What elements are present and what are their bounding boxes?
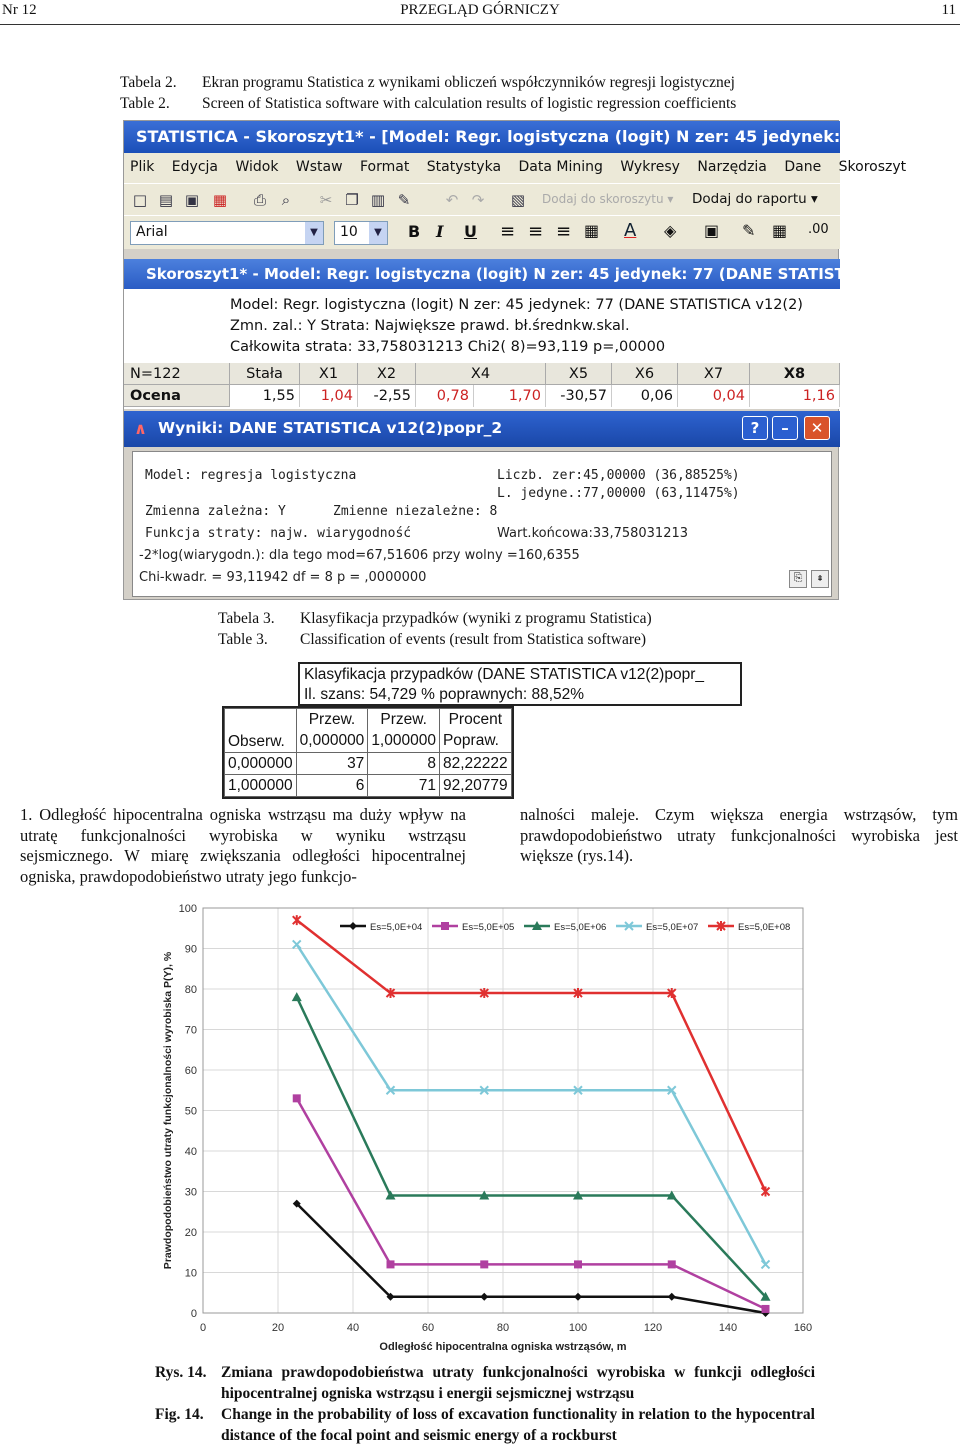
- data-point: [292, 992, 302, 1001]
- x-tick-label: 40: [346, 1322, 360, 1334]
- classification-grid: [222, 706, 514, 799]
- col-header-x4[interactable]: X4: [416, 363, 546, 385]
- add-to-report-button[interactable]: Dodaj do raportu ▾: [692, 191, 818, 207]
- row1-pct: 92,20779: [439, 775, 511, 797]
- cell-x2[interactable]: -2,55: [358, 385, 416, 407]
- fig14-text-en: Change in the probability of loss of excavation functionality in relation to the hypocentral distance of the focal point and seismic energy of a rockburst: [221, 1406, 815, 1444]
- data-point: [668, 1293, 676, 1301]
- cell-stala[interactable]: 1,55: [230, 385, 300, 407]
- data-point: [762, 1260, 770, 1268]
- print-preview-icon[interactable]: ⌕: [281, 191, 291, 209]
- figure-14-chart: [155, 900, 815, 1355]
- add-to-workbook-button[interactable]: Dodaj do skoroszytu ▾: [542, 192, 674, 206]
- menu-wstaw[interactable]: Wstaw: [295, 159, 343, 175]
- menu-dane[interactable]: Dane: [784, 159, 822, 175]
- result-ones: L. jedyne.:77,00000 (63,11475%): [497, 486, 740, 501]
- fig14-label-en: Fig. 14.: [155, 1406, 204, 1423]
- redo-icon[interactable]: ↷: [471, 191, 485, 209]
- report-icon[interactable]: ▧: [510, 191, 526, 209]
- chevron-down-icon: ▼: [369, 222, 387, 244]
- y-tick-label: 20: [184, 1227, 197, 1239]
- align-center-icon[interactable]: ≡: [528, 221, 544, 242]
- table2-label-en: Table 2.: [120, 95, 170, 112]
- results-panel: [132, 451, 832, 597]
- data-point: [349, 922, 357, 930]
- fill-color-icon[interactable]: ◈: [664, 221, 677, 240]
- font-name-select[interactable]: [130, 221, 324, 245]
- app-title-bar: STATISTICA - Skoroszyt1* - [Model: Regr. logistyczna (logit) N zer: 45 jedynek: 77 (DAN: [124, 121, 840, 153]
- fig14-text-pl: Zmiana prawdopodobieństwa utraty funkcjonalności wyrobiska w funkcji odległości hipocentralnej ogniska wstrząsu i energii sejsmicznej wstrząsu: [221, 1364, 815, 1402]
- row1-pred1: 71: [368, 775, 440, 797]
- table2-text-pl: Ekran programu Statistica z wynikami obliczeń współczynników regresji logistycznej: [202, 74, 735, 91]
- italic-icon[interactable]: I: [436, 222, 444, 241]
- header-pct-line1: Procent: [439, 709, 511, 731]
- x-tick-label: 140: [718, 1322, 738, 1334]
- result-model: Model: regresja logistyczna: [145, 468, 357, 483]
- body-text-right: nalności maleje. Czym większa energia wstrząsów, tym prawdopodobieństwo utraty funkcjonalności wyrobiska jest większe (rys.14).: [520, 805, 958, 865]
- print-icon[interactable]: ⎙: [253, 191, 266, 209]
- result-zeros: Liczb. zer:45,00000 (36,88525%): [497, 468, 740, 483]
- statistica-screenshot: [123, 120, 921, 600]
- classification-title-line2: Il. szans: 54,729 % poprawnych: 88,52%: [304, 686, 585, 703]
- data-point: [480, 1260, 488, 1268]
- menu-statystyka[interactable]: Statystyka: [426, 159, 502, 175]
- results-title-bar: [124, 411, 840, 447]
- table-row: [225, 753, 512, 775]
- results-title: Wyniki: DANE STATISTICA v12(2)popr_2: [158, 419, 503, 437]
- borders-icon[interactable]: ▣: [704, 221, 720, 240]
- format-painter-icon[interactable]: ✎: [397, 191, 411, 209]
- result-independent: Zmienne niezależne: 8: [333, 504, 498, 519]
- x-tick-label: 0: [199, 1322, 207, 1334]
- header-pred0-line2: 0,000000: [296, 731, 368, 753]
- col-header-x8[interactable]: X8: [750, 363, 840, 385]
- model-line-3: Całkowita strata: 33,758031213 Chi2( 8)=93,119 p=,00000: [230, 339, 666, 355]
- x-tick-label: 160: [793, 1322, 813, 1334]
- result-final-value: Wart.końcowa:33,758031213: [497, 526, 689, 541]
- y-tick-label: 40: [184, 1146, 197, 1158]
- paste-icon[interactable]: ▥: [370, 191, 386, 209]
- menu-edycja[interactable]: Edycja: [171, 159, 218, 175]
- table3-label-pl: Tabela 3.: [218, 610, 275, 627]
- row0-pct: 82,22222: [439, 753, 511, 775]
- header-observed: Obserw.: [225, 709, 297, 753]
- menu-wykresy[interactable]: Wykresy: [620, 159, 680, 175]
- underline-icon[interactable]: U: [464, 222, 477, 241]
- legend-label: Es=5,0E+07: [646, 922, 699, 933]
- decimal-places-icon[interactable]: .00: [808, 222, 829, 237]
- row1-pred0: 6: [296, 775, 368, 797]
- y-tick-label: 100: [178, 903, 197, 915]
- format-toolbar: [124, 215, 840, 249]
- row1-observed: 1,000000: [225, 775, 297, 797]
- menu-data-mining[interactable]: Data Mining: [518, 159, 603, 175]
- menu-narzedzia[interactable]: Narzędzia: [697, 159, 767, 175]
- undo-icon[interactable]: ↶: [445, 191, 459, 209]
- data-point: [762, 1305, 770, 1313]
- x-tick-label: 120: [643, 1322, 663, 1334]
- data-point: [293, 940, 301, 948]
- menu-bar: [124, 153, 907, 183]
- chevron-down-icon: ▼: [305, 222, 323, 244]
- brush-icon[interactable]: ✎: [742, 221, 756, 240]
- x-tick-label: 80: [496, 1322, 510, 1334]
- workbook-title: Skoroszyt1* - Model: Regr. logistyczna (logit) N zer: 45 jedynek: 77 (DANE STATISTICA: [146, 265, 874, 283]
- n-label: N=122: [124, 363, 230, 385]
- align-right-icon[interactable]: ≡: [556, 221, 572, 242]
- y-tick-label: 10: [184, 1267, 197, 1280]
- result-loss: Funkcja straty: najw. wiarygodność: [145, 526, 412, 541]
- data-point: [387, 1260, 395, 1268]
- data-point: [668, 1260, 676, 1268]
- standard-toolbar: [124, 183, 840, 215]
- cell-x4[interactable]: 1,70: [474, 385, 546, 407]
- series-line: [297, 1098, 766, 1309]
- header-pct-line2: Popraw.: [439, 731, 511, 753]
- fig14-label-pl: Rys. 14.: [155, 1364, 207, 1381]
- col-header-stala[interactable]: Stała: [230, 363, 300, 385]
- new-file-icon[interactable]: □: [132, 191, 148, 209]
- x-tick-label: 100: [568, 1322, 588, 1334]
- header-pred1-line1: Przew.: [368, 709, 440, 731]
- x-axis-label: Odległość hipocentralna ogniska wstrząsów, m: [379, 1341, 627, 1353]
- header-pred1-line2: 1,000000: [368, 731, 440, 753]
- page-number-left: Nr 12: [2, 2, 37, 18]
- body-text-left: 1. Odległość hipocentralna ogniska wstrząsu ma duży wpływ na utratę funkcjonalności wyrobiska w wyniku wstrząsu sejsmicznego. W miarę zwiększania odległości hipocentralnej ogniska, prawdopodobieństwo utraty jego funkcjo-: [20, 805, 466, 886]
- y-tick-label: 60: [184, 1065, 197, 1077]
- col-header-x6[interactable]: X6: [612, 363, 678, 385]
- font-size-select[interactable]: [334, 221, 388, 245]
- y-tick-label: 0: [190, 1308, 197, 1320]
- page-number-right: 11: [941, 2, 956, 18]
- col-header-x7[interactable]: X7: [678, 363, 750, 385]
- cell-x1[interactable]: 1,04: [300, 385, 358, 407]
- data-point: [574, 1260, 582, 1268]
- data-point: [293, 1094, 301, 1102]
- data-point: [574, 1293, 582, 1301]
- fig14-caption: [155, 1362, 815, 1446]
- cell-x6[interactable]: 0,06: [612, 385, 678, 407]
- header-rule: [0, 24, 960, 25]
- journal-title: PRZEGLĄD GÓRNICZY: [400, 2, 560, 18]
- workbook-title-bar: [124, 259, 874, 289]
- table3-text-en: Classification of events (result from Statistica software): [300, 631, 647, 648]
- menu-format[interactable]: Format: [359, 159, 410, 175]
- table2-text-en: Screen of Statistica software with calculation results of logistic regression coefficients: [202, 95, 737, 112]
- y-tick-label: 30: [184, 1186, 197, 1199]
- spreadsheet-area: [124, 289, 840, 409]
- bold-icon[interactable]: B: [408, 222, 421, 241]
- pin-icon[interactable]: ⇞: [811, 570, 829, 588]
- copy-results-icon[interactable]: ⎘: [789, 570, 807, 588]
- table3-label-en: Table 3.: [218, 631, 268, 648]
- save-icon[interactable]: ▣: [184, 191, 200, 209]
- y-tick-label: 90: [184, 943, 197, 956]
- row0-observed: 0,000000: [225, 753, 297, 775]
- cell-x7[interactable]: 0,04: [678, 385, 750, 407]
- row0-pred1: 8: [368, 753, 440, 775]
- header-pred0-line1: Przew.: [296, 709, 368, 731]
- data-point: [293, 915, 301, 925]
- minimize-icon[interactable]: –: [772, 416, 798, 440]
- table2-caption: [120, 72, 736, 114]
- help-icon[interactable]: ?: [742, 416, 768, 440]
- pdf-icon[interactable]: ▦: [212, 191, 228, 209]
- font-color-icon[interactable]: A: [624, 220, 637, 241]
- table3-caption: [218, 608, 652, 650]
- font-name-value: Arial: [136, 224, 168, 240]
- legend-label: Es=5,0E+08: [738, 922, 791, 933]
- table-row: [225, 775, 512, 797]
- table2-label-pl: Tabela 2.: [120, 74, 177, 91]
- col-header-x5[interactable]: X5: [546, 363, 612, 385]
- cut-icon[interactable]: ✂: [319, 191, 333, 209]
- open-folder-icon[interactable]: ▤: [158, 191, 174, 209]
- classification-title-line1: Klasyfikacja przypadków (DANE STATISTICA v12(2)popr_: [304, 666, 704, 683]
- merge-cells-icon[interactable]: ▦: [584, 221, 600, 240]
- cell-x3[interactable]: 0,78: [416, 385, 474, 407]
- data-point: [480, 1293, 488, 1301]
- align-left-icon[interactable]: ≡: [500, 221, 516, 242]
- copy-icon[interactable]: ❐: [345, 191, 359, 209]
- col-header-x2[interactable]: X2: [358, 363, 416, 385]
- col-header-x1[interactable]: X1: [300, 363, 358, 385]
- font-size-value: 10: [340, 224, 358, 240]
- menu-plik[interactable]: Plik: [130, 159, 155, 175]
- menu-widok[interactable]: Widok: [235, 159, 279, 175]
- model-line-1: Model: Regr. logistyczna (logit) N zer: 45 jedynek: 77 (DANE STATISTICA v12(2): [230, 297, 803, 313]
- row0-pred0: 37: [296, 753, 368, 775]
- row-label-ocena: Ocena: [124, 385, 230, 407]
- statistica-logo-icon: ∧: [134, 419, 147, 438]
- classification-title: [298, 662, 742, 706]
- close-icon[interactable]: ✕: [804, 416, 830, 440]
- legend-label: Es=5,0E+05: [462, 922, 515, 933]
- result-dependent: Zmienna zależna: Y: [145, 504, 286, 519]
- grid-icon[interactable]: ▦: [772, 221, 788, 240]
- result-chi-square: Chi-kwadr. = 93,11942 df = 8 p = ,0000000: [139, 570, 427, 585]
- cell-x5[interactable]: -30,57: [546, 385, 612, 407]
- x-tick-label: 60: [421, 1322, 435, 1334]
- legend-label: Es=5,0E+06: [554, 922, 607, 933]
- y-tick-label: 80: [184, 984, 197, 996]
- legend-label: Es=5,0E+04: [370, 922, 423, 933]
- data-point: [441, 922, 449, 930]
- y-axis-label: Prawdopodobieństwo utraty funkcjonalności wyrobiska P(Y), %: [162, 951, 174, 1270]
- x-tick-label: 20: [271, 1322, 285, 1334]
- model-summary: [230, 295, 840, 361]
- line-chart: [155, 900, 815, 1355]
- table3-text-pl: Klasyfikacja przypadków (wyniki z programu Statistica): [300, 610, 652, 627]
- y-tick-label: 50: [184, 1105, 197, 1118]
- menu-skoroszyt[interactable]: Skoroszyt: [838, 159, 907, 175]
- cell-x8[interactable]: 1,16: [750, 385, 840, 407]
- result-loglik: -2*log(wiarygodn.): dla tego mod=67,51606 przy wolny =160,6355: [139, 548, 580, 563]
- y-tick-label: 70: [184, 1024, 197, 1037]
- model-line-2: Zmn. zal.: Y Strata: Największe prawd. bł.średnkw.skal.: [230, 318, 630, 334]
